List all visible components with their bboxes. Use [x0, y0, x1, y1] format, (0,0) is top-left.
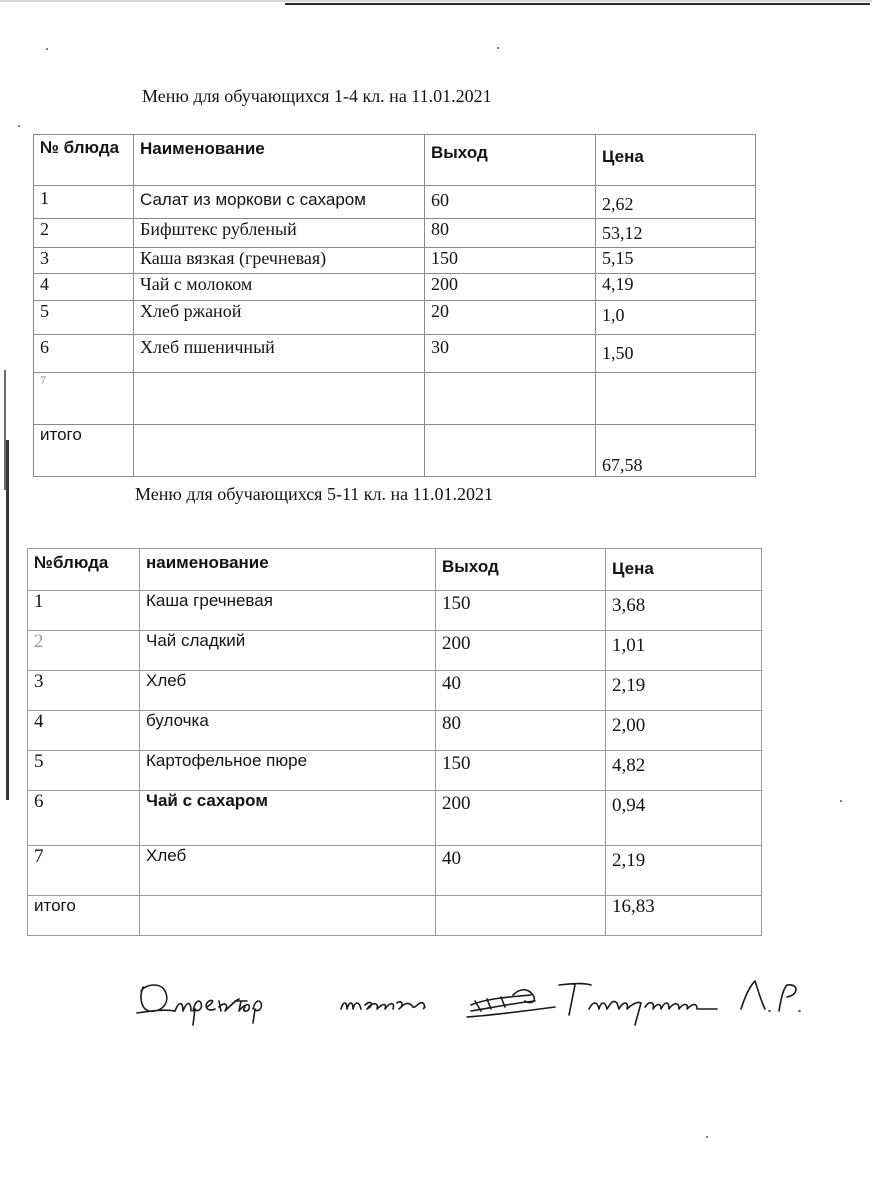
scan-speck [46, 48, 48, 50]
cell-price: 1,50 [596, 335, 756, 373]
total-empty [140, 896, 436, 936]
cell-name: Картофельное пюре [140, 751, 436, 791]
cell-name: Хлеб ржаной [134, 301, 425, 335]
cell-output [425, 373, 596, 425]
table-row [34, 248, 756, 274]
cell-output: 30 [425, 335, 596, 373]
scan-speck [497, 47, 499, 49]
cell-name: Чай с сахаром [140, 791, 436, 846]
cell-output: 150 [436, 751, 606, 791]
cell-num: 7 [28, 846, 140, 896]
cell-name: Хлеб [140, 846, 436, 896]
cell-num: 3 [28, 671, 140, 711]
cell-price: 2,62 [596, 186, 756, 219]
table-row [28, 631, 762, 671]
table-row [28, 846, 762, 896]
col-header-price: Цена [596, 135, 756, 186]
cell-name: Каша гречневая [140, 591, 436, 631]
cell-output: 80 [436, 711, 606, 751]
menu2-title: Меню для обучающихся 5-11 кл. на 11.01.2021 [135, 484, 493, 504]
cell-name: Хлеб [140, 671, 436, 711]
total-label: итого [28, 896, 140, 936]
total-label: итого [34, 425, 134, 477]
scan-edge-left [6, 440, 9, 800]
cell-name: булочка [140, 711, 436, 751]
cell-num: 1 [34, 186, 134, 219]
total-row [28, 896, 762, 936]
cell-name: Каша вязкая (гречневая) [134, 248, 425, 274]
table-row [28, 751, 762, 791]
table-row [28, 671, 762, 711]
cell-name: Чай сладкий [140, 631, 436, 671]
cell-num: 3 [34, 248, 134, 274]
cell-num: 4 [34, 274, 134, 301]
scan-edge-line [285, 3, 870, 5]
cell-output: 200 [436, 791, 606, 846]
menu2-table [27, 548, 762, 936]
cell-num: 5 [34, 301, 134, 335]
scan-edge-left-faint [4, 370, 6, 490]
cell-output: 40 [436, 846, 606, 896]
cell-num: 6 [34, 335, 134, 373]
table-row [28, 591, 762, 631]
table-header-row [34, 135, 756, 186]
cell-price: 3,68 [606, 591, 762, 631]
total-price: 16,83 [606, 896, 762, 936]
total-empty [425, 425, 596, 477]
cell-name: Чай с молоком [134, 274, 425, 301]
cell-output: 200 [436, 631, 606, 671]
cell-output: 200 [425, 274, 596, 301]
cell-price: 5,15 [596, 248, 756, 274]
col-header-name: Наименование [134, 135, 425, 186]
cell-name: Хлеб пшеничный [134, 335, 425, 373]
scan-speck [840, 800, 842, 802]
cell-num: 5 [28, 751, 140, 791]
cell-price: 2,19 [606, 846, 762, 896]
total-empty [436, 896, 606, 936]
scan-edge-top [0, 0, 872, 2]
table-row [34, 219, 756, 248]
col-header-price: Цена [606, 549, 762, 591]
cell-output: 80 [425, 219, 596, 248]
cell-name [134, 373, 425, 425]
table-row [34, 301, 756, 335]
table-row [28, 791, 762, 846]
table-row [28, 711, 762, 751]
col-header-output: Выход [425, 135, 596, 186]
cell-num: 2 [28, 631, 140, 671]
cell-num: 6 [28, 791, 140, 846]
table-row [34, 274, 756, 301]
cell-name: Бифштекс рубленый [134, 219, 425, 248]
table-header-row [28, 549, 762, 591]
menu1-title: Меню для обучающихся 1-4 кл. на 11.01.2021 [142, 86, 492, 106]
cell-price [596, 373, 756, 425]
col-header-num: №блюда [28, 549, 140, 591]
menu1-table [33, 134, 756, 477]
table-row [34, 335, 756, 373]
cell-price: 1,0 [596, 301, 756, 335]
total-empty [134, 425, 425, 477]
cell-output: 40 [436, 671, 606, 711]
cell-output: 60 [425, 186, 596, 219]
total-row [34, 425, 756, 477]
cell-price: 2,19 [606, 671, 762, 711]
cell-price: 53,12 [596, 219, 756, 248]
cell-num: 2 [34, 219, 134, 248]
cell-output: 150 [436, 591, 606, 631]
handwritten-signature [135, 965, 855, 1035]
table-row [34, 373, 756, 425]
col-header-name: наименование [140, 549, 436, 591]
table-row [34, 186, 756, 219]
cell-price: 0,94 [606, 791, 762, 846]
scan-speck [706, 1136, 708, 1138]
cell-output: 150 [425, 248, 596, 274]
col-header-num: № блюда [34, 135, 134, 186]
cell-price: 2,00 [606, 711, 762, 751]
total-price: 67,58 [596, 425, 756, 477]
cell-name: Салат из моркови с сахаром [134, 186, 425, 219]
cell-num: 4 [28, 711, 140, 751]
cell-price: 4,19 [596, 274, 756, 301]
cell-price: 1,01 [606, 631, 762, 671]
scan-speck [18, 125, 20, 127]
cell-num: 1 [28, 591, 140, 631]
cell-output: 20 [425, 301, 596, 335]
cell-price: 4,82 [606, 751, 762, 791]
cell-num: 7 [34, 373, 134, 425]
col-header-output: Выход [436, 549, 606, 591]
